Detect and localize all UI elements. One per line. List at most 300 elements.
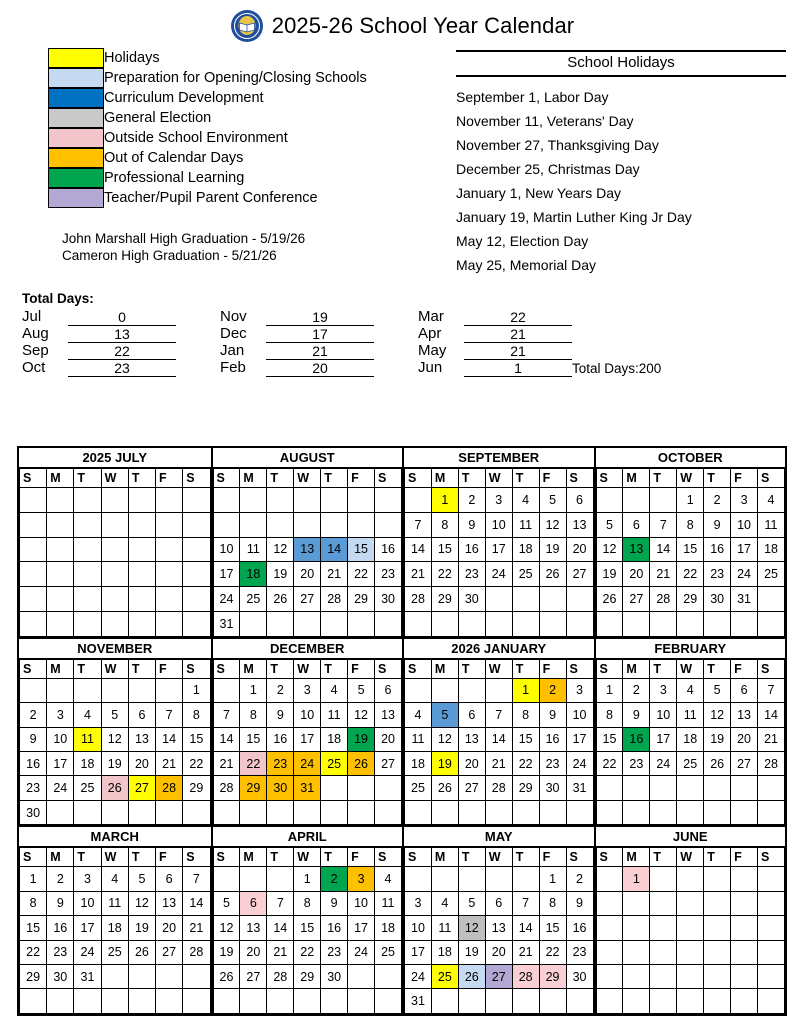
calendar-day-cell: 15: [539, 916, 566, 940]
calendar-week-row: [596, 587, 785, 612]
calendar-week-row: [596, 611, 785, 636]
calendar-day-cell: 13: [485, 916, 512, 940]
calendar-day-cell: 6: [623, 512, 650, 537]
month-day-grid: [596, 468, 786, 637]
calendar-day-cell: 21: [213, 751, 240, 775]
calendar-day-cell: 7: [650, 512, 677, 537]
day-of-week-label: S: [596, 469, 623, 488]
calendar-day-cell: 31: [405, 989, 432, 1013]
calendar-empty-cell: [677, 776, 704, 800]
calendar-empty-cell: [47, 587, 74, 612]
calendar-week-row: [213, 916, 402, 940]
calendar-day-cell: 31: [74, 965, 101, 989]
calendar-day-cell: 20: [240, 940, 267, 964]
calendar-empty-cell: [183, 611, 210, 636]
legend-row: [48, 148, 367, 168]
calendar-week-row: [213, 776, 402, 800]
calendar-day-cell: 25: [405, 776, 432, 800]
calendar-day-cell: 19: [128, 916, 155, 940]
spacer: [176, 359, 220, 376]
calendar-day-cell: 7: [512, 891, 539, 915]
calendar-day-cell: 8: [294, 891, 321, 915]
month-block: [211, 639, 403, 826]
day-of-week-label: M: [623, 848, 650, 867]
calendar-empty-cell: [458, 611, 485, 636]
calendar-day-cell: 20: [156, 916, 183, 940]
calendar-empty-cell: [758, 989, 785, 1013]
calendar-day-cell: 1: [512, 678, 539, 702]
page-header: [0, 0, 804, 46]
calendar-day-cell: 10: [74, 891, 101, 915]
calendar-week-row: [405, 965, 594, 989]
calendar-day-cell: 20: [485, 940, 512, 964]
calendar-week-row: [213, 751, 402, 775]
calendar-week-row: [596, 965, 785, 989]
legend-row: [48, 48, 367, 68]
calendar-day-cell: 14: [267, 916, 294, 940]
calendar-day-cell: 23: [47, 940, 74, 964]
calendar-empty-cell: [74, 989, 101, 1013]
calendar-empty-cell: [731, 989, 758, 1013]
calendar-empty-cell: [74, 537, 101, 562]
calendar-day-cell: 29: [348, 587, 375, 612]
calendar-day-cell: 7: [183, 867, 210, 891]
calendar-empty-cell: [704, 611, 731, 636]
calendar-day-cell: 1: [20, 867, 47, 891]
calendar-empty-cell: [731, 867, 758, 891]
calendar-day-cell: 11: [758, 512, 785, 537]
day-of-week-label: M: [240, 848, 267, 867]
calendar-empty-cell: [566, 611, 593, 636]
calendar-week-row: [596, 562, 785, 587]
calendar-empty-cell: [731, 776, 758, 800]
calendar-empty-cell: [128, 537, 155, 562]
calendar-week-row: [20, 989, 211, 1013]
calendar-day-cell: 4: [431, 891, 458, 915]
calendar-day-cell: 21: [512, 940, 539, 964]
day-of-week-label: F: [539, 469, 566, 488]
calendar-day-cell: 17: [485, 537, 512, 562]
calendar-empty-cell: [539, 587, 566, 612]
day-of-week-header: [405, 848, 594, 867]
calendar-day-cell: 28: [512, 965, 539, 989]
calendar-empty-cell: [623, 488, 650, 513]
calendar-day-cell: 19: [596, 562, 623, 587]
calendar-empty-cell: [47, 989, 74, 1013]
legend-color-swatch: [48, 168, 104, 188]
calendar-day-cell: 29: [240, 776, 267, 800]
calendar-day-cell: 29: [431, 587, 458, 612]
calendar-day-cell: 20: [731, 727, 758, 751]
calendar-empty-cell: [596, 776, 623, 800]
school-holidays-section: [446, 48, 804, 277]
calendar-week-row: [213, 989, 402, 1013]
day-of-week-label: T: [74, 848, 101, 867]
calendar-empty-cell: [294, 989, 321, 1013]
day-of-week-label: S: [213, 848, 240, 867]
total-days-value: 17: [266, 325, 374, 342]
day-of-week-label: S: [566, 469, 593, 488]
calendar-day-cell: 9: [47, 891, 74, 915]
calendar-day-cell: 12: [539, 512, 566, 537]
legend-row: [48, 108, 367, 128]
calendar-day-cell: 30: [539, 776, 566, 800]
calendar-empty-cell: [677, 800, 704, 824]
calendar-week-row: [20, 537, 211, 562]
calendar-week-row: [213, 611, 402, 636]
calendar-empty-cell: [321, 989, 348, 1013]
calendar-day-cell: 30: [704, 587, 731, 612]
day-of-week-label: S: [566, 848, 593, 867]
calendar-empty-cell: [101, 611, 128, 636]
total-days-value: 21: [464, 325, 572, 342]
school-holiday-item: December 25, Christmas Day: [456, 161, 640, 177]
calendar-day-cell: 22: [512, 751, 539, 775]
calendar-day-cell: 17: [74, 916, 101, 940]
calendar-week-row: [213, 703, 402, 727]
calendar-empty-cell: [74, 512, 101, 537]
calendar-day-cell: 5: [101, 703, 128, 727]
calendar-day-cell: [267, 512, 294, 537]
calendar-day-cell: 4: [512, 488, 539, 513]
day-of-week-label: S: [405, 659, 432, 678]
calendar-day-cell: 7: [213, 703, 240, 727]
day-of-week-label: W: [677, 659, 704, 678]
total-days-month: Nov: [220, 308, 247, 325]
calendar-day-cell: 14: [512, 916, 539, 940]
day-of-week-label: S: [596, 848, 623, 867]
calendar-empty-cell: [240, 989, 267, 1013]
calendar-day-cell: 13: [156, 891, 183, 915]
calendar-empty-cell: [20, 989, 47, 1013]
calendar-day-cell: 1: [240, 678, 267, 702]
calendar-day-cell: 24: [566, 751, 593, 775]
calendar-empty-cell: [183, 587, 210, 612]
calendar-day-cell: 17: [731, 537, 758, 562]
calendar-empty-cell: [650, 776, 677, 800]
calendar-day-cell: 4: [101, 867, 128, 891]
total-days-month: Aug: [22, 325, 49, 342]
calendar-empty-cell: [240, 800, 267, 824]
calendar-day-cell: 27: [240, 965, 267, 989]
calendar-day-cell: 22: [677, 562, 704, 587]
legend-label: General Election: [104, 110, 212, 126]
calendar-day-cell: 22: [183, 751, 210, 775]
calendar-day-cell: 18: [375, 916, 402, 940]
calendar-day-cell: 9: [704, 512, 731, 537]
calendar-empty-cell: [539, 800, 566, 824]
calendar-day-cell: 16: [267, 727, 294, 751]
calendar-day-cell: 12: [267, 537, 294, 562]
day-of-week-label: F: [539, 659, 566, 678]
calendar-day-cell: 7: [267, 891, 294, 915]
calendar-empty-cell: [128, 965, 155, 989]
day-of-week-label: S: [183, 848, 210, 867]
calendar-day-cell: 11: [321, 703, 348, 727]
calendar-week-row: [20, 587, 211, 612]
calendar-day-cell: 18: [240, 562, 267, 587]
calendar-day-cell: 27: [485, 965, 512, 989]
calendar-empty-cell: [623, 776, 650, 800]
calendar-day-cell: 24: [485, 562, 512, 587]
calendar-empty-cell: [650, 989, 677, 1013]
calendar-day-cell: 11: [431, 916, 458, 940]
day-of-week-label: T: [458, 469, 485, 488]
calendar-empty-cell: [431, 867, 458, 891]
calendar-day-cell: 30: [375, 587, 402, 612]
calendar-day-cell: 17: [650, 727, 677, 751]
calendar-day-cell: 16: [321, 916, 348, 940]
legend-row: [48, 168, 367, 188]
calendar-empty-cell: [485, 867, 512, 891]
calendar-day-cell: 8: [431, 512, 458, 537]
calendar-empty-cell: [596, 940, 623, 964]
calendar-empty-cell: [128, 587, 155, 612]
calendar-day-cell: 3: [294, 678, 321, 702]
calendar-week-row: [596, 488, 785, 513]
calendar-empty-cell: [566, 989, 593, 1013]
calendar-day-cell: 21: [485, 751, 512, 775]
legend-row: [48, 88, 367, 108]
total-days-value: 22: [68, 342, 176, 359]
calendar-empty-cell: [758, 940, 785, 964]
legend-label: Holidays: [104, 50, 160, 66]
calendar-empty-cell: [731, 611, 758, 636]
total-days-month: Jun: [418, 359, 443, 376]
calendar-month-row: [19, 448, 785, 637]
calendar-day-cell: 9: [566, 891, 593, 915]
day-of-week-label: T: [458, 848, 485, 867]
calendar-day-cell: 13: [623, 537, 650, 562]
calendar-day-cell: 5: [596, 512, 623, 537]
calendar-empty-cell: [596, 800, 623, 824]
calendar-day-cell: 6: [731, 678, 758, 702]
calendar-week-row: [213, 678, 402, 702]
calendar-day-cell: 15: [512, 727, 539, 751]
calendar-grid: [17, 446, 787, 1016]
calendar-week-row: [405, 891, 594, 915]
calendar-empty-cell: [74, 587, 101, 612]
calendar-day-cell: 6: [156, 867, 183, 891]
calendar-empty-cell: [156, 965, 183, 989]
calendar-day-cell: 25: [375, 940, 402, 964]
calendar-empty-cell: [240, 867, 267, 891]
calendar-day-cell: 1: [294, 867, 321, 891]
day-of-week-label: T: [74, 659, 101, 678]
calendar-week-row: [20, 562, 211, 587]
calendar-month-row: [19, 825, 785, 1014]
calendar-week-row: [20, 727, 211, 751]
calendar-empty-cell: [375, 800, 402, 824]
calendar-day-cell: 26: [704, 751, 731, 775]
calendar-week-row: [596, 916, 785, 940]
school-holiday-item: May 25, Memorial Day: [456, 257, 597, 273]
calendar-day-cell: 23: [267, 751, 294, 775]
total-days-month: Jul: [22, 308, 42, 325]
day-of-week-label: T: [267, 469, 294, 488]
legend-label: Teacher/Pupil Parent Conference: [104, 190, 318, 206]
month-block: [19, 827, 211, 1014]
day-of-week-label: W: [485, 659, 512, 678]
calendar-week-row: [20, 703, 211, 727]
total-days-value: 20: [266, 359, 374, 376]
calendar-empty-cell: [128, 611, 155, 636]
calendar-day-cell: 12: [101, 727, 128, 751]
calendar-day-cell: 11: [677, 703, 704, 727]
calendar-day-cell: 11: [240, 537, 267, 562]
calendar-day-cell: 19: [458, 940, 485, 964]
calendar-empty-cell: [758, 916, 785, 940]
legend-color-swatch: [48, 188, 104, 208]
calendar-day-cell: 14: [156, 727, 183, 751]
calendar-week-row: [213, 537, 402, 562]
month-title: MAY: [404, 827, 594, 847]
calendar-day-cell: 14: [321, 537, 348, 562]
day-of-week-label: T: [321, 848, 348, 867]
calendar-day-cell: 27: [623, 587, 650, 612]
calendar-empty-cell: [47, 800, 74, 824]
calendar-empty-cell: [758, 611, 785, 636]
day-of-week-label: S: [405, 848, 432, 867]
calendar-empty-cell: [20, 488, 47, 513]
calendar-week-row: [596, 678, 785, 702]
calendar-day-cell: 15: [596, 727, 623, 751]
calendar-day-cell: 5: [539, 488, 566, 513]
day-of-week-label: F: [348, 659, 375, 678]
calendar-day-cell: 19: [539, 537, 566, 562]
day-of-week-label: T: [650, 469, 677, 488]
calendar-day-cell: 29: [677, 587, 704, 612]
total-days-month: Apr: [418, 325, 442, 342]
calendar-day-cell: 26: [348, 751, 375, 775]
calendar-week-row: [596, 776, 785, 800]
calendar-day-cell: 1: [183, 678, 210, 702]
calendar-week-row: [20, 867, 211, 891]
calendar-empty-cell: [101, 488, 128, 513]
calendar-empty-cell: [74, 611, 101, 636]
calendar-empty-cell: [731, 800, 758, 824]
calendar-empty-cell: [431, 611, 458, 636]
calendar-empty-cell: [623, 965, 650, 989]
calendar-day-cell: 16: [458, 537, 485, 562]
calendar-week-row: [213, 800, 402, 824]
calendar-week-row: [20, 965, 211, 989]
calendar-day-cell: 26: [596, 587, 623, 612]
day-of-week-label: F: [731, 659, 758, 678]
calendar-empty-cell: [512, 800, 539, 824]
calendar-day-cell: 12: [348, 703, 375, 727]
calendar-day-cell: 4: [321, 678, 348, 702]
month-day-grid: [213, 659, 403, 826]
calendar-day-cell: 4: [758, 488, 785, 513]
calendar-day-cell: 8: [512, 703, 539, 727]
calendar-week-row: [596, 751, 785, 775]
month-block: [594, 639, 786, 826]
calendar-empty-cell: [321, 611, 348, 636]
calendar-day-cell: 15: [183, 727, 210, 751]
calendar-week-row: [405, 488, 594, 513]
calendar-empty-cell: [74, 562, 101, 587]
day-of-week-label: T: [74, 469, 101, 488]
calendar-day-cell: 24: [731, 562, 758, 587]
day-of-week-label: M: [240, 469, 267, 488]
legend-swatch-cell: [48, 108, 104, 128]
calendar-empty-cell: [128, 989, 155, 1013]
calendar-empty-cell: [240, 488, 267, 513]
day-of-week-label: M: [431, 659, 458, 678]
school-holidays-header: [456, 50, 786, 77]
calendar-empty-cell: [183, 562, 210, 587]
calendar-empty-cell: [512, 989, 539, 1013]
day-of-week-label: S: [20, 659, 47, 678]
calendar-day-cell: 28: [213, 776, 240, 800]
day-of-week-header: [20, 659, 211, 678]
calendar-day-cell: 4: [375, 867, 402, 891]
calendar-day-cell: 24: [405, 965, 432, 989]
total-days-month: Sep: [22, 342, 49, 359]
day-of-week-label: S: [183, 469, 210, 488]
calendar-empty-cell: [156, 611, 183, 636]
calendar-day-cell: 25: [512, 562, 539, 587]
day-of-week-label: W: [485, 469, 512, 488]
calendar-empty-cell: [47, 512, 74, 537]
calendar-empty-cell: [704, 776, 731, 800]
legend-swatch-cell: [48, 128, 104, 148]
day-of-week-label: W: [101, 848, 128, 867]
day-of-week-label: T: [267, 659, 294, 678]
calendar-day-cell: 12: [704, 703, 731, 727]
day-of-week-label: W: [677, 848, 704, 867]
calendar-day-cell: 10: [213, 537, 240, 562]
calendar-empty-cell: [128, 562, 155, 587]
calendar-empty-cell: [677, 916, 704, 940]
calendar-day-cell: 6: [240, 891, 267, 915]
calendar-day-cell: 16: [47, 916, 74, 940]
calendar-empty-cell: [74, 800, 101, 824]
grand-total-value: 200: [638, 361, 662, 376]
month-block: [594, 827, 786, 1014]
day-of-week-label: T: [650, 659, 677, 678]
calendar-day-cell: 22: [596, 751, 623, 775]
calendar-day-cell: 25: [321, 751, 348, 775]
calendar-day-cell: 8: [20, 891, 47, 915]
month-day-grid: [404, 659, 594, 826]
calendar-day-cell: 26: [539, 562, 566, 587]
graduation-note: John Marshall High Graduation - 5/19/26: [62, 231, 306, 246]
calendar-day-cell: 30: [47, 965, 74, 989]
calendar-day-cell: 12: [596, 537, 623, 562]
calendar-empty-cell: [758, 867, 785, 891]
calendar-day-cell: 28: [650, 587, 677, 612]
day-of-week-label: T: [321, 469, 348, 488]
calendar-week-row: [405, 989, 594, 1013]
calendar-empty-cell: [101, 965, 128, 989]
calendar-empty-cell: [623, 611, 650, 636]
calendar-day-cell: 23: [20, 776, 47, 800]
day-of-week-label: T: [321, 659, 348, 678]
calendar-day-cell: 27: [156, 940, 183, 964]
calendar-day-cell: 12: [213, 916, 240, 940]
calendar-week-row: [405, 940, 594, 964]
calendar-empty-cell: [596, 989, 623, 1013]
calendar-week-row: [405, 867, 594, 891]
calendar-day-cell: 24: [74, 940, 101, 964]
calendar-week-row: [213, 867, 402, 891]
calendar-empty-cell: [156, 989, 183, 1013]
calendar-empty-cell: [677, 867, 704, 891]
total-days-value: 13: [68, 325, 176, 342]
legend-swatch-cell: [48, 148, 104, 168]
